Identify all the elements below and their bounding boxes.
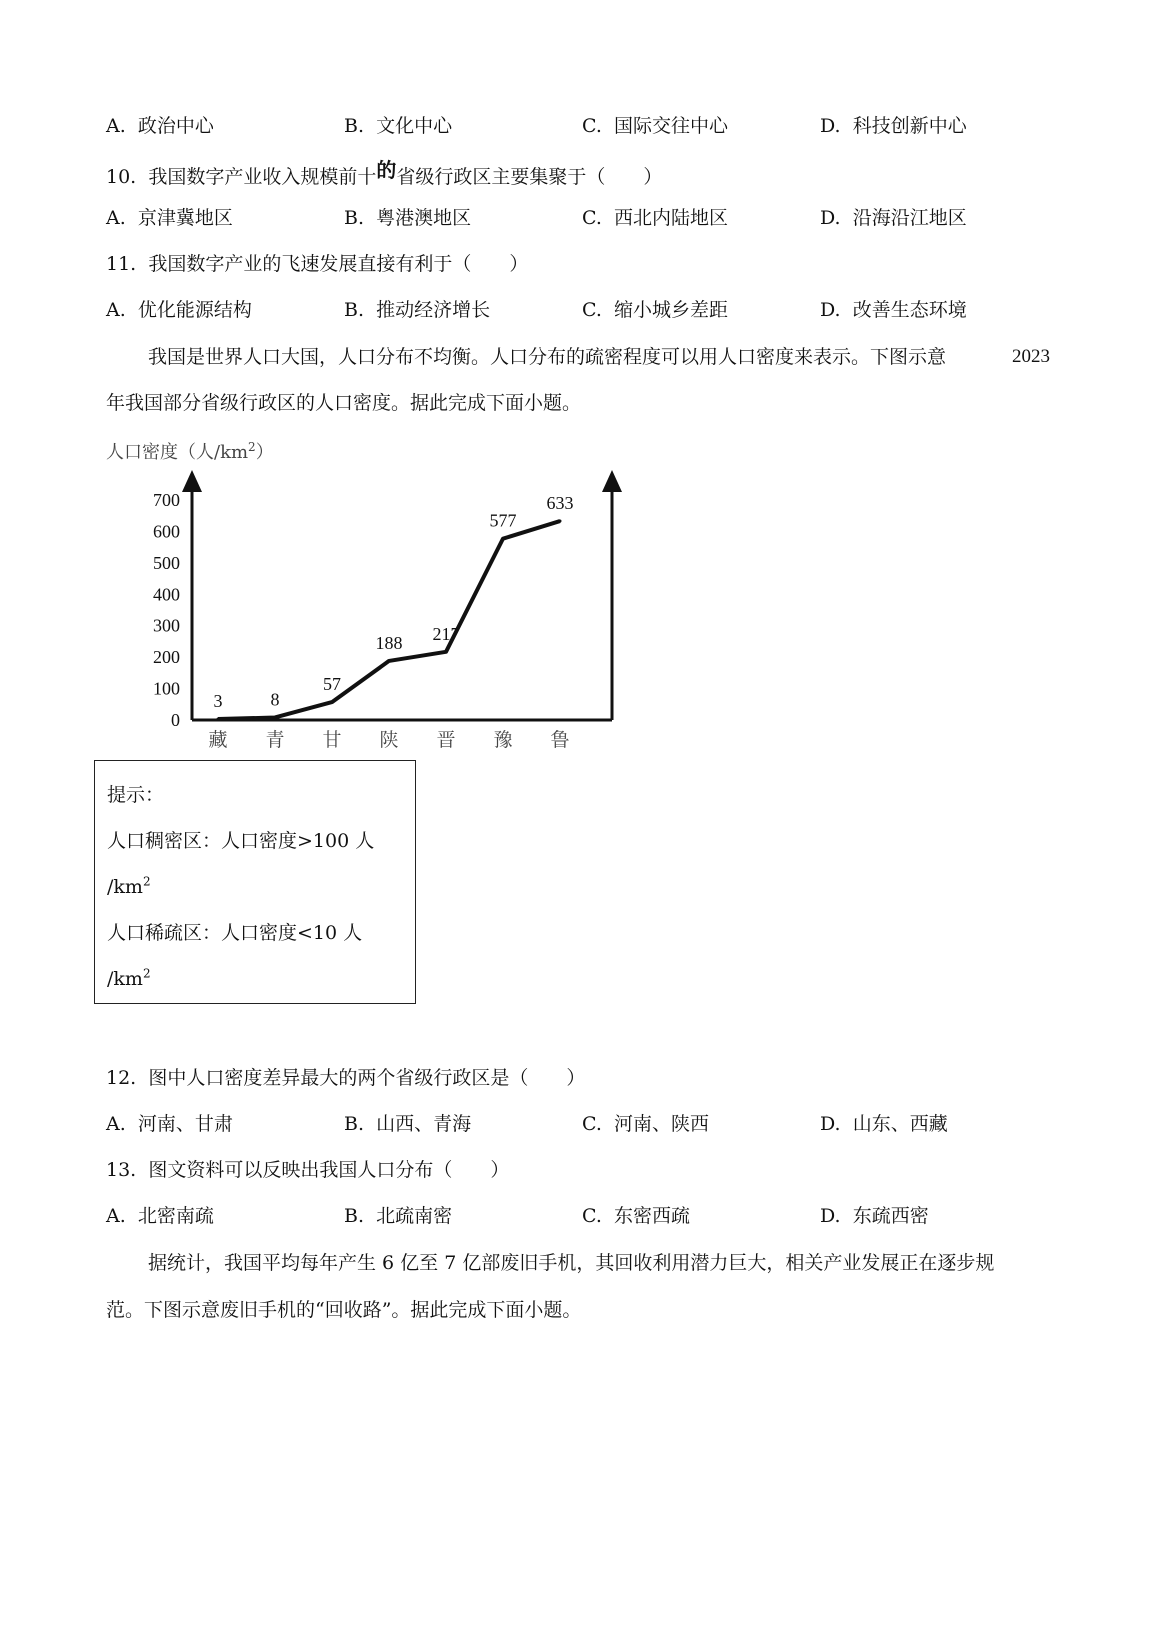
y-tick-label: 200 [153, 647, 180, 668]
option-text: 优化能源结构 [137, 299, 252, 321]
q9-option-d [820, 114, 967, 138]
population-density-chart [130, 470, 630, 750]
option-text: 东疏西密 [852, 1205, 929, 1227]
density-series-line [218, 521, 560, 719]
option-text: 河南、陕西 [614, 1113, 710, 1135]
x-category-label: 鲁 [550, 730, 570, 750]
x-category-label: 豫 [493, 730, 513, 750]
y-tick-label: 300 [153, 615, 180, 636]
data-point [445, 650, 448, 653]
hint-sparse-unit [107, 967, 151, 991]
q11-option-b [344, 298, 490, 322]
option-label: B. [344, 115, 365, 137]
x-category-label: 青 [265, 730, 285, 750]
hint-sparse: 人口稀疏区：人口密度<10 人 [107, 922, 363, 944]
data-label: 217 [432, 623, 460, 644]
y-tick-label: 500 [153, 552, 180, 573]
data-point [274, 716, 277, 719]
question-11 [106, 252, 528, 276]
unit-sup: 2 [142, 966, 151, 981]
population-intro-year [1012, 345, 1050, 369]
x-category-label: 陕 [379, 730, 399, 750]
question-text: 我国数字产业收入规模前十 [148, 166, 377, 188]
option-label: D. [820, 299, 841, 321]
data-label: 577 [489, 510, 517, 531]
question-number: 12. [106, 1067, 137, 1089]
q10-option-c [582, 206, 728, 230]
data-point [217, 718, 220, 721]
q11-option-c [582, 298, 728, 322]
question-text: 我国数字产业的飞速发展直接有利于（ ） [148, 253, 529, 275]
intro-text: 我国是世界人口大国，人口分布不均衡。人口分布的疏密程度可以用人口密度来表示。下图示意 [148, 346, 947, 368]
option-label: C. [582, 207, 602, 229]
option-label: C. [582, 1205, 602, 1227]
population-intro-line1 [148, 345, 946, 369]
option-label: A. [106, 299, 126, 321]
q12-option-d [820, 1112, 948, 1136]
data-label: 3 [213, 691, 223, 712]
option-text: 北疏南密 [376, 1205, 453, 1227]
q12-option-a [106, 1112, 233, 1136]
option-text: 东密西疏 [614, 1205, 691, 1227]
option-label: A. [106, 1113, 126, 1135]
chart-ylabel [106, 442, 274, 464]
unit-sup: 2 [142, 874, 151, 889]
option-text: 缩小城乡差距 [614, 299, 729, 321]
option-label: B. [344, 1113, 365, 1135]
question-13 [106, 1158, 509, 1182]
option-label: C. [582, 299, 602, 321]
data-point [331, 701, 334, 704]
option-label: D. [820, 207, 841, 229]
question-10 [106, 158, 663, 189]
option-text: 山东、西藏 [852, 1113, 948, 1135]
hint-dense-unit [107, 875, 151, 899]
option-text: 京津冀地区 [137, 207, 233, 229]
unit-text: /km [107, 876, 143, 898]
unit-text: /km [107, 968, 143, 990]
x-category-label: 藏 [208, 730, 228, 750]
option-label: B. [344, 299, 365, 321]
data-label: 57 [323, 674, 341, 695]
option-label: C. [582, 1113, 602, 1135]
option-label: D. [820, 1205, 841, 1227]
question-number: 11. [106, 253, 137, 275]
ylabel-prefix: 人口密度（人/km [106, 442, 249, 463]
option-text: 文化中心 [376, 115, 453, 137]
intro-text: 范。下图示意废旧手机的“回收路”。据此完成下面小题。 [106, 1299, 582, 1321]
q13-option-a [106, 1204, 214, 1228]
intro-text: 年我国部分省级行政区的人口密度。据此完成下面小题。 [106, 392, 582, 414]
q12-option-b [344, 1112, 471, 1136]
option-text: 北密南疏 [137, 1205, 214, 1227]
option-label: B. [344, 207, 365, 229]
hint-title: 提示： [107, 784, 165, 806]
q13-option-b [344, 1204, 452, 1228]
option-text: 山西、青海 [376, 1113, 472, 1135]
x-category-label: 甘 [322, 730, 342, 750]
option-text: 科技创新中心 [852, 115, 967, 137]
option-text: 推动经济增长 [376, 299, 491, 321]
data-point [502, 537, 505, 540]
option-label: D. [820, 115, 841, 137]
q13-option-c [582, 1204, 690, 1228]
y-tick-label: 400 [153, 584, 180, 605]
y-axis-arrow [182, 470, 202, 492]
option-text: 沿海沿江地区 [852, 207, 967, 229]
option-text: 粤港澳地区 [376, 207, 472, 229]
q11-option-d [820, 298, 967, 322]
option-label: A. [106, 1205, 126, 1227]
q12-option-c [582, 1112, 709, 1136]
ylabel-sup: 2 [248, 440, 256, 454]
option-label: C. [582, 115, 602, 137]
data-label: 8 [270, 689, 280, 710]
data-point [388, 659, 391, 662]
option-label: D. [820, 1113, 841, 1135]
q10-option-b [344, 206, 471, 230]
data-label: 633 [546, 493, 574, 514]
population-intro-line2 [106, 391, 581, 415]
option-label: B. [344, 1205, 365, 1227]
phones-intro-line1 [148, 1251, 994, 1275]
question-12 [106, 1066, 585, 1090]
y-tick-label: 100 [153, 678, 180, 699]
question-number: 13. [106, 1159, 137, 1181]
intro-year: 2023 [1012, 346, 1050, 367]
q10-option-a [106, 206, 233, 230]
y-tick-label: 700 [153, 490, 180, 510]
option-text: 改善生态环境 [852, 299, 967, 321]
ylabel-suffix: ） [255, 442, 274, 463]
y-tick-label: 0 [171, 710, 180, 730]
option-text: 河南、甘肃 [137, 1113, 233, 1135]
hint-box [94, 760, 416, 1004]
option-text: 政治中心 [137, 115, 214, 137]
q10-option-d [820, 206, 967, 230]
right-axis-arrow [602, 470, 622, 492]
option-label: A. [106, 115, 126, 137]
option-text: 国际交往中心 [614, 115, 729, 137]
y-tick-label: 600 [153, 521, 180, 542]
question-text: 图中人口密度差异最大的两个省级行政区是（ ） [148, 1067, 586, 1089]
q9-option-b [344, 114, 452, 138]
option-text: 西北内陆地区 [614, 207, 729, 229]
question-number: 10. [106, 166, 137, 188]
q9-option-a [106, 114, 214, 138]
question-text-mark: 的 [376, 158, 397, 182]
phones-intro-line2 [106, 1298, 581, 1322]
hint-dense: 人口稠密区：人口密度>100 人 [107, 830, 375, 852]
q9-option-c [582, 114, 728, 138]
q13-option-d [820, 1204, 929, 1228]
q11-option-a [106, 298, 252, 322]
intro-text: 据统计，我国平均每年产生 6 亿至 7 亿部废旧手机，其回收利用潜力巨大，相关产业发展正在逐步规 [148, 1252, 995, 1274]
data-point [559, 520, 562, 523]
x-category-label: 晋 [436, 730, 456, 750]
data-label: 188 [375, 632, 403, 653]
question-text: 图文资料可以反映出我国人口分布（ ） [148, 1159, 510, 1181]
option-label: A. [106, 207, 126, 229]
question-text-rest: 省级行政区主要集聚于（ ） [396, 166, 663, 188]
